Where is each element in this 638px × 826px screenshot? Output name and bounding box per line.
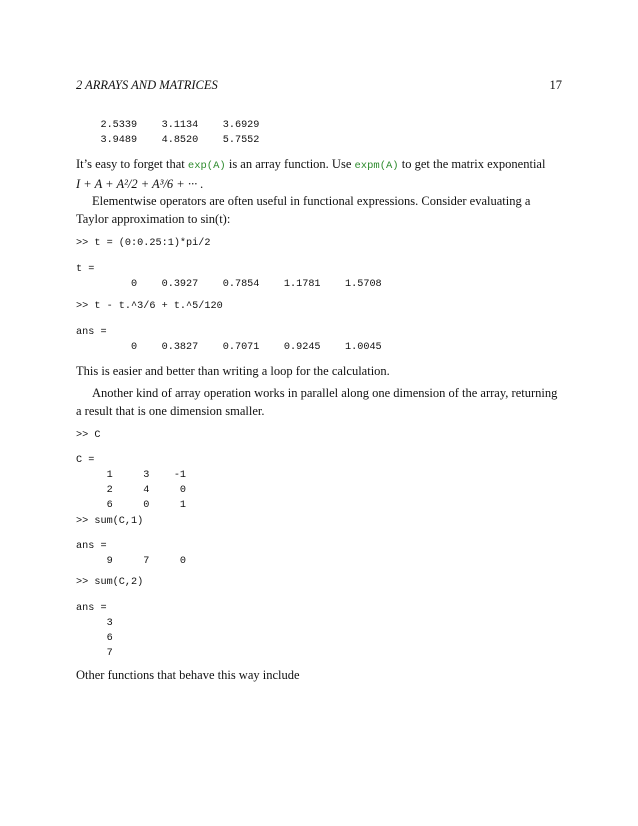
code-sum1-command: >> sum(C,1) xyxy=(76,516,144,527)
code-exp-a: exp(A) xyxy=(187,160,226,172)
code-c-command: >> C xyxy=(76,430,101,441)
paragraph-elementwise: Elementwise operators are often useful in functional expressions. Consider evaluating a Taylor approximation to sin(t): xyxy=(76,194,531,226)
document-page xyxy=(76,0,562,826)
matrix-exponential-series: I + A + A²/2 + A³/6 + ··· . xyxy=(76,177,204,191)
running-header xyxy=(76,78,562,93)
paragraph-dimension: Another kind of array operation works in parallel along one dimension of the array, returning a result that is one dimension smaller. xyxy=(76,386,558,418)
code-taylor-command: >> t - t.^3/6 + t.^5/120 xyxy=(76,301,223,312)
paragraph-other-functions: Other functions that behave this way include xyxy=(76,668,300,682)
code-taylor-output: ans = 0 0.3827 0.7071 0.9245 1.0045 xyxy=(76,327,382,353)
code-sum2-output: ans = 3 6 7 xyxy=(76,603,113,659)
code-sum1-output: ans = 9 7 0 xyxy=(76,541,187,567)
code-matrix-output: 2.5339 3.1134 3.6929 3.9489 4.8520 5.7552 xyxy=(100,120,260,146)
paragraph-loop: This is easier and better than writing a loop for the calculation. xyxy=(76,364,390,378)
paragraph-exp-function: It’s easy to forget that exp(A) is an array function. Use expm(A) to get the matrix exponential I + A + A²/2 + A³/6 + ··· . xyxy=(76,157,546,191)
code-t-command: >> t = (0:0.25:1)*pi/2 xyxy=(76,238,211,249)
page-number: 17 xyxy=(549,78,562,92)
chapter-title: 2 ARRAYS AND MATRICES xyxy=(76,78,218,92)
code-c-output: C = 1 3 -1 2 4 0 6 0 1 xyxy=(76,455,187,511)
code-sum2-command: >> sum(C,2) xyxy=(76,577,144,588)
code-t-output: t = 0 0.3927 0.7854 1.1781 1.5708 xyxy=(76,264,382,290)
code-expm-a: expm(A) xyxy=(354,160,399,172)
